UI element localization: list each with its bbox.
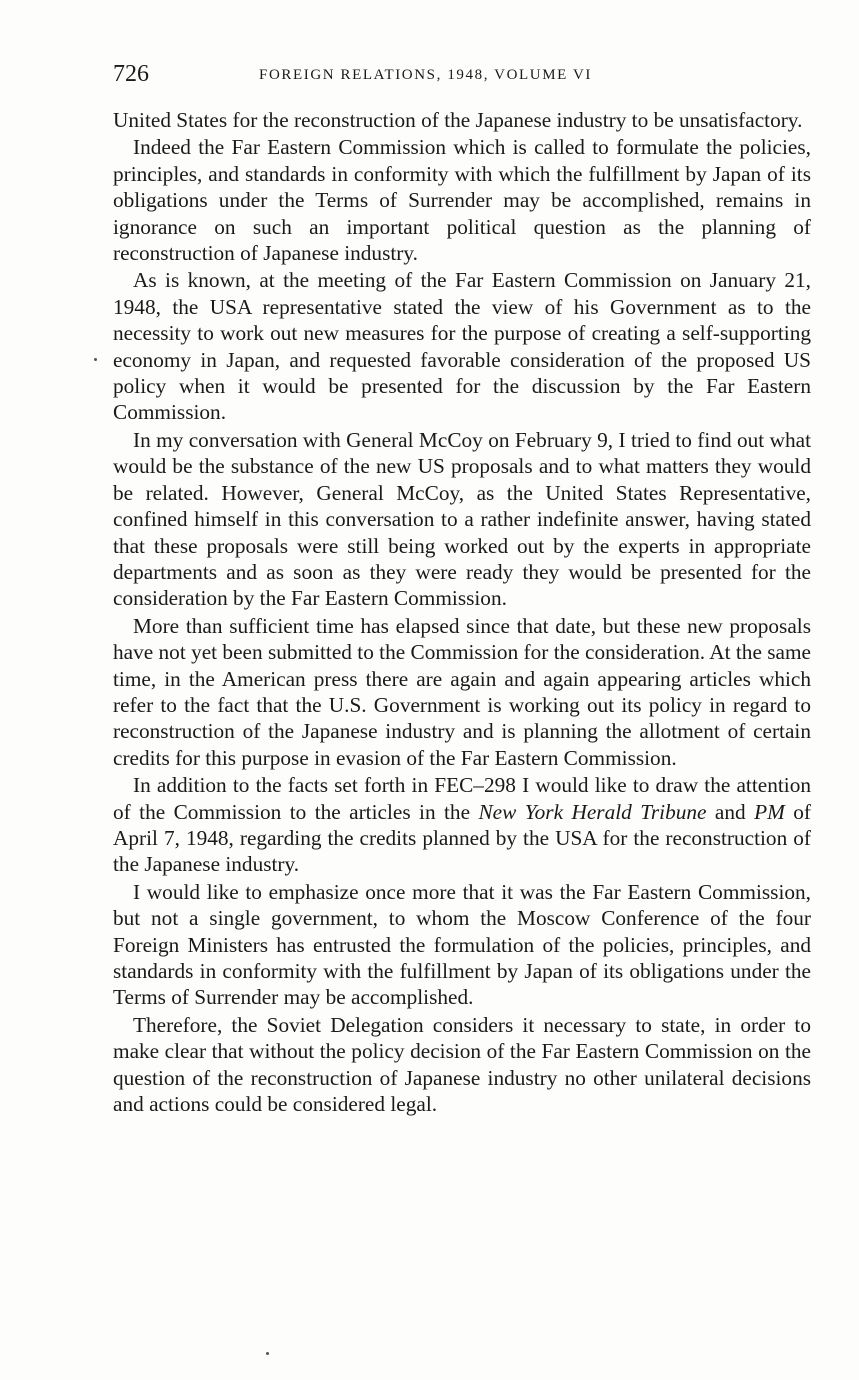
paragraph-emphasize: I would like to emphasize once more that it was the Far Eastern Commission, but not a single government, to whom the Moscow Conference of the four Foreign Ministers has entrusted the formulation of the policies, principles, and standards in conformity with the fulfillment by Japan of its obligations under the Terms of Surrender may be accomplished. bbox=[113, 879, 811, 1010]
scan-speck bbox=[94, 358, 97, 361]
paragraph-conclusion: Therefore, the Soviet Delegation considers it necessary to state, in order to make clear that without the policy decision of the Far Eastern Commission on the question of the reconstruction of Japanese industry no other unilateral decisions and actions could be considered legal. bbox=[113, 1012, 811, 1117]
running-head: FOREIGN RELATIONS, 1948, VOLUME VI bbox=[259, 67, 593, 83]
paragraph-time-elapsed: More than sufficient time has elapsed since that date, but these new proposals have not yet been submitted to the Commission for the consideration. At the same time, in the American press there are again and again appearing articles which refer to the fact that the U.S. Government is working out its policy in regard to reconstruction of the Japanese industry and is planning the allotment of certain credits for this purpose in evasion of the Far Eastern Commission. bbox=[113, 613, 811, 770]
fec-298-text-middle: and bbox=[706, 799, 755, 824]
fec-298-text-after: of April 7, 1948, regarding the credits planned by the USA for the reconstruction of the Japanese industry. bbox=[113, 799, 811, 877]
page-number: 726 bbox=[113, 61, 149, 87]
body-text bbox=[113, 107, 811, 1117]
paragraph-january-meeting: As is known, at the meeting of the Far Eastern Commission on January 21, 1948, the USA representative stated the view of his Government as to the necessity to work out new measures for the purpose of creating a self-supporting economy in Japan, and requested favorable consideration of the proposed US policy when it would be presented for the discussion by the Far Eastern Commission. bbox=[113, 268, 811, 425]
paragraph-fec-298 bbox=[113, 772, 811, 878]
newspaper-title-italic: New York Herald Tribune bbox=[478, 799, 707, 824]
newspaper-pm-italic: PM bbox=[754, 799, 785, 824]
page-header bbox=[113, 58, 813, 90]
paragraph-continuation: United States for the reconstruction of the Japanese industry to be unsatisfactory. bbox=[113, 108, 803, 132]
paragraph-mccoy-conversation: In my conversation with General McCoy on February 9, I tried to find out what would be the substance of the new US proposals and to what matters they would be related. However, General McCoy, as the United States Representative, confined himself in this conversation to a rather indefinite answer, having stated that these proposals were still being worked out by the experts in appropriate departments and as soon as they were ready they would be presented for the consideration by the Far Eastern Commission. bbox=[113, 427, 811, 611]
fec-298-text-before: In addition to the facts set forth in FEC–298 I would like to draw the attention of the Commission to the articles in the bbox=[113, 773, 811, 824]
scan-speck bbox=[266, 1352, 269, 1355]
paragraph-fec-ignorance: Indeed the Far Eastern Commission which is called to formulate the policies, principles, and standards in conformity with which the fulfillment by Japan of its obligations under the Terms of Surrender may be accomplished, remains in ignorance on such an important political question as the planning of reconstruction of Japanese industry. bbox=[113, 135, 811, 266]
